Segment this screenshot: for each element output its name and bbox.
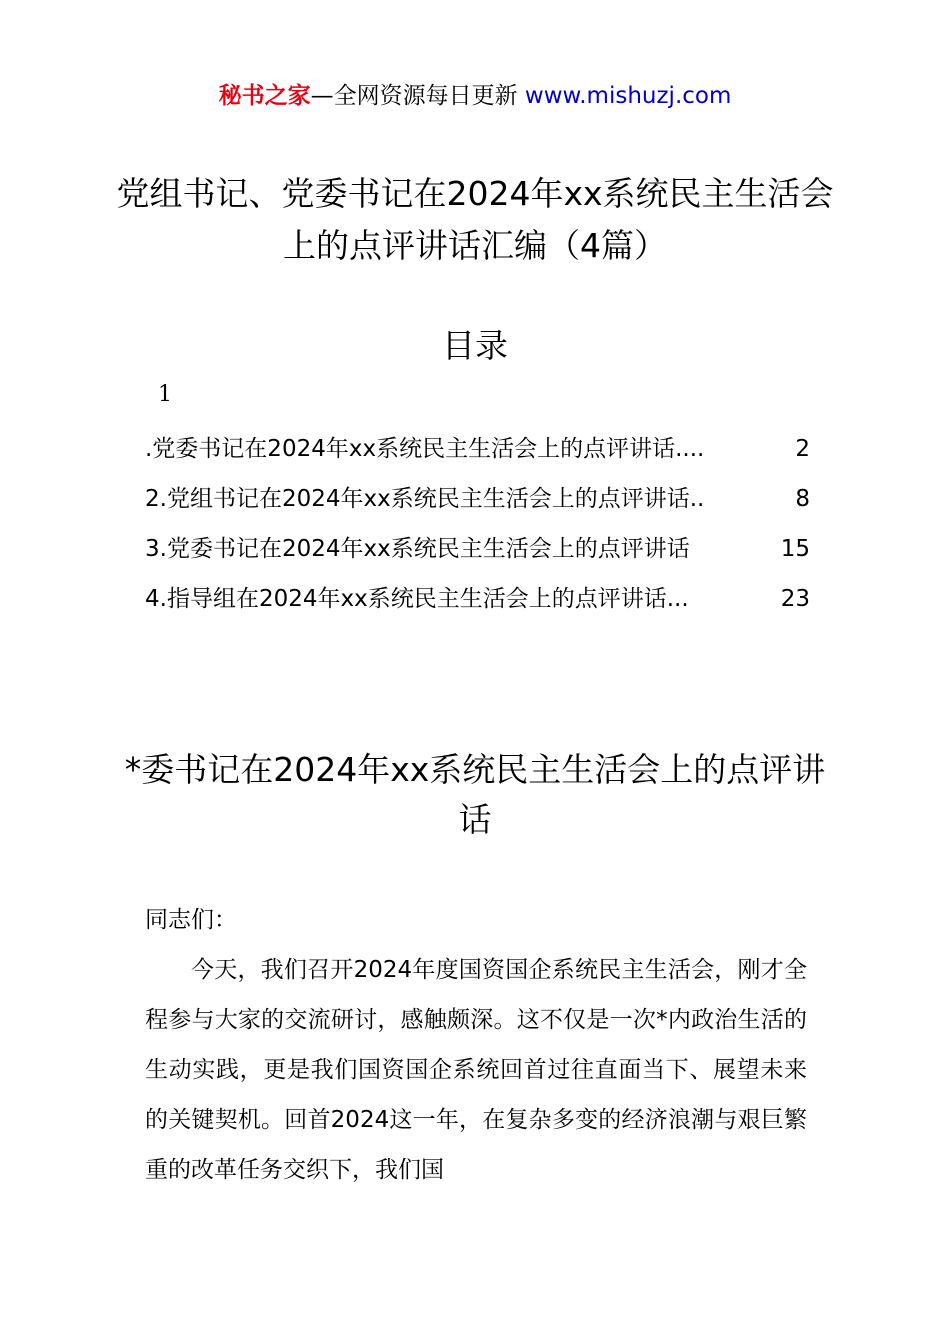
toc-item-page: 23: [780, 586, 810, 612]
toc-number-line: 1: [158, 382, 172, 407]
toc-item-page: 15: [780, 536, 810, 562]
toc-item-page: 8: [795, 486, 810, 512]
toc-item-1[interactable]: [145, 424, 810, 474]
brand-name: 秘书之家: [218, 83, 311, 109]
toc-item-text: 2.党组书记在2024年xx系统民主生活会上的点评讲话..: [145, 486, 705, 512]
document-title: 党组书记、党委书记在2024年xx系统民主生活会上的点评讲话汇编（4篇）: [116, 174, 834, 265]
table-of-contents: [145, 424, 810, 624]
toc-item-text: .党委书记在2024年xx系统民主生活会上的点评讲话....: [145, 436, 705, 462]
toc-item-3[interactable]: [145, 524, 810, 574]
toc-item-text: 4.指导组在2024年xx系统民主生活会上的点评讲话...: [145, 586, 689, 612]
toc-item-4[interactable]: [145, 574, 810, 624]
section-title: *委书记在2024年xx系统民主生活会上的点评讲话: [124, 750, 826, 839]
header-tagline: —全网资源每日更新: [310, 83, 525, 109]
toc-item-2[interactable]: [145, 474, 810, 524]
toc-item-page: 2: [795, 436, 810, 462]
site-header: [0, 80, 950, 112]
site-link[interactable]: www.mishuzj.com: [524, 83, 732, 109]
toc-item-text: 3.党委书记在2024年xx系统民主生活会上的点评讲话: [145, 536, 690, 562]
body-paragraph: 今天，我们召开2024年度国资国企系统民主生活会，刚才全程参与大家的交流研讨，感触颇深。这不仅是一次*内政治生活的生动实践，更是我们国资国企系统回首过往直面当下、展望未来的关键契机。回首2024这一年，在复杂多变的经济浪潮与艰巨繁重的改革任务交织下，我们国: [145, 957, 807, 1183]
salutation: 同志们：: [145, 907, 237, 933]
toc-heading: 目录: [442, 326, 508, 365]
